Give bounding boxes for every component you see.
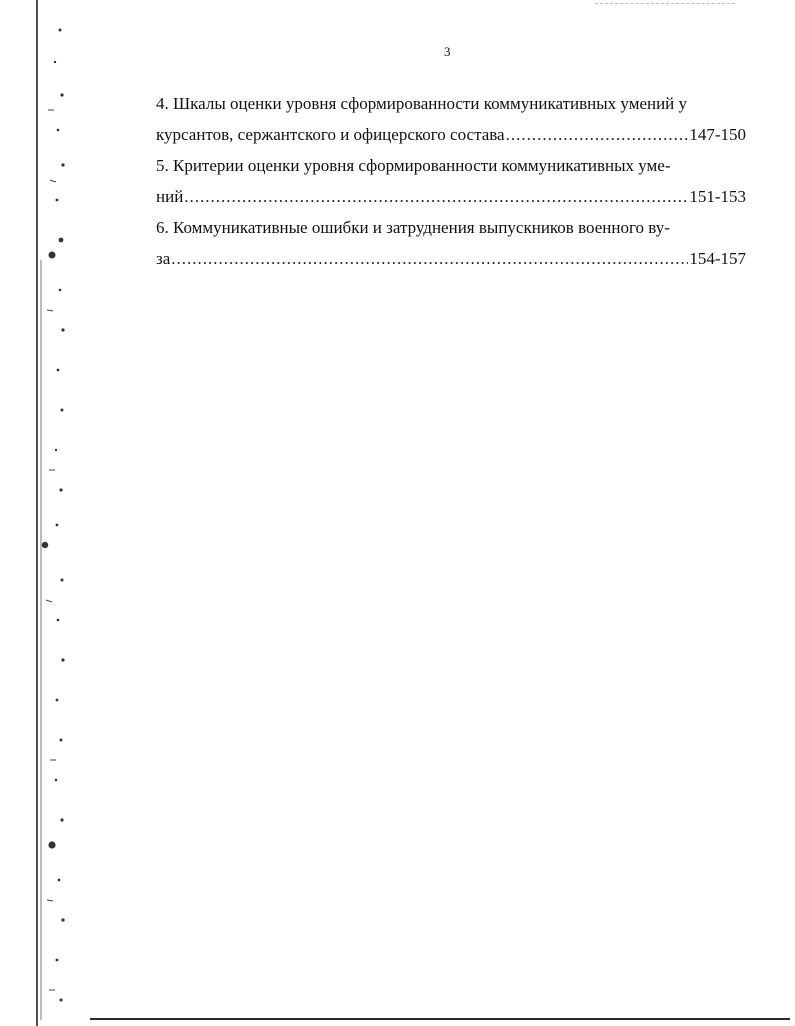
toc-entry: [156, 88, 746, 150]
toc-entry-last-line: [156, 243, 746, 274]
table-of-contents: [156, 88, 746, 274]
toc-dot-leader: [184, 181, 688, 212]
toc-entry-first-line: [156, 212, 746, 243]
toc-entry-pages: 147-150: [689, 125, 746, 144]
toc-entry: [156, 212, 746, 274]
toc-entry-title-end: за: [156, 249, 171, 268]
toc-entry-first-line: [156, 150, 746, 181]
toc-dot-leader: [171, 243, 688, 274]
toc-entry-first-line: [156, 88, 746, 119]
scan-line-top: [595, 3, 735, 5]
toc-entry-pages: 154-157: [689, 249, 746, 268]
scan-line-bottom: [90, 1018, 790, 1020]
toc-entry-title-end: ний: [156, 187, 184, 206]
toc-entry-pages: 151-153: [689, 187, 746, 206]
toc-entry-last-line: [156, 181, 746, 212]
page-number: 3: [444, 44, 451, 59]
toc-entry-last-line: [156, 119, 746, 150]
toc-entry: [156, 150, 746, 212]
scan-edge-artifact: [0, 0, 75, 1026]
toc-entry-title-end: курсантов, сержантского и офицерского состава: [156, 125, 505, 144]
toc-entry-title: 4. Шкалы оценки уровня сформированности коммуникативных умений у: [156, 94, 688, 113]
toc-entry-title: 5. Критерии оценки уровня сформированности коммуникативных уме-: [156, 156, 671, 175]
toc-dot-leader: [506, 119, 689, 150]
toc-entry-title: 6. Коммуникативные ошибки и затруднения выпускников военного ву-: [156, 218, 670, 237]
